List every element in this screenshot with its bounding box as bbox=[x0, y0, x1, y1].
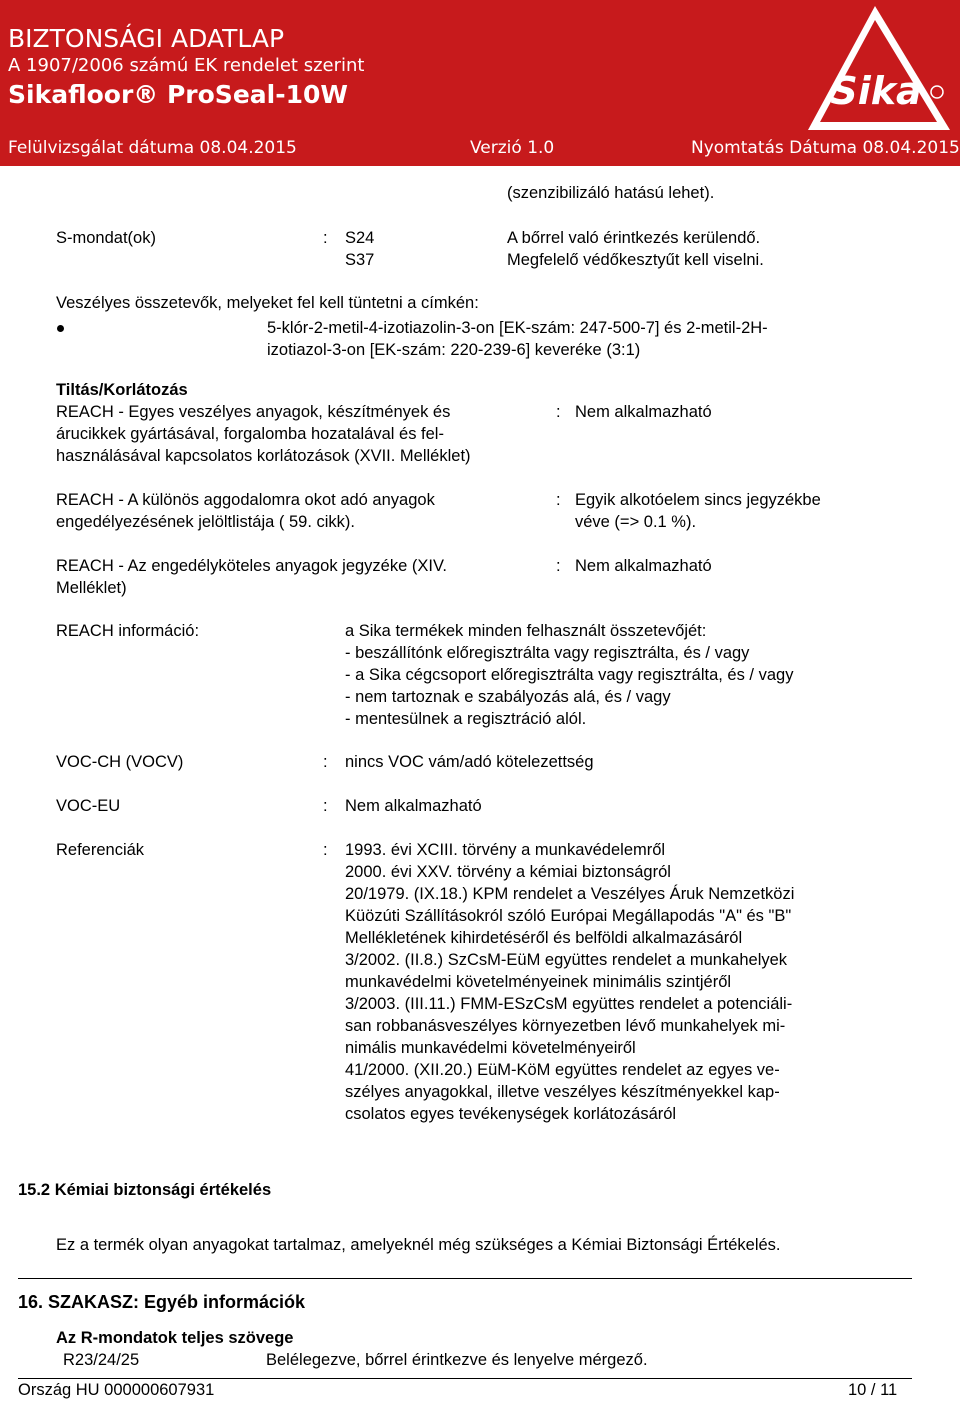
reach2-value: véve (=> 0.1 %). bbox=[575, 513, 697, 531]
voc-ch-value: nincs VOC vám/adó kötelezettség bbox=[345, 753, 594, 771]
voc-eu-label: VOC-EU bbox=[56, 797, 121, 815]
r-phrases-heading: Az R-mondatok teljes szövege bbox=[56, 1329, 294, 1347]
bullet-icon bbox=[57, 325, 64, 332]
reach-info-label: REACH információ: bbox=[56, 622, 200, 640]
reference-line: 3/2003. (III.11.) FMM-ESzCsM együttes rendelet a potenciáli- bbox=[345, 995, 793, 1013]
reference-line: csolatos egyes tevékenységek korlátozásáról bbox=[345, 1105, 677, 1123]
hazard-item-line: 5-klór-2-metil-4-izotiazolin-3-on [EK-szám: 247-500-7] és 2-metil-2H- bbox=[267, 319, 768, 337]
footer-divider bbox=[18, 1378, 912, 1379]
reach3-line: Melléklet) bbox=[56, 579, 127, 597]
reach1-line: árucikkek gyártásával, forgalomba hozatalával és fel- bbox=[56, 425, 444, 443]
footer-country: Ország HU 000000607931 bbox=[18, 1381, 215, 1399]
reach2-line: engedélyezésének jelöltlistája ( 59. cikk). bbox=[56, 513, 355, 531]
revision-date: Felülvizsgálat dátuma 08.04.2015 bbox=[8, 138, 297, 158]
version: Verzió 1.0 bbox=[470, 138, 555, 158]
reference-line: 1993. évi XCIII. törvény a munkavédelemről bbox=[345, 841, 666, 859]
section-divider bbox=[18, 1278, 912, 1279]
voc-eu-value: Nem alkalmazható bbox=[345, 797, 482, 815]
r-text: Belélegezve, bőrrel érintkezve és lenyelve mérgező. bbox=[266, 1351, 648, 1369]
continuation-text: (szenzibilizáló hatású lehet). bbox=[507, 184, 715, 202]
s-text: A bőrrel való érintkezés kerülendő. bbox=[507, 229, 761, 247]
colon: : bbox=[556, 491, 561, 509]
colon: : bbox=[323, 841, 328, 859]
colon: : bbox=[323, 229, 328, 247]
reach-info-line: - mentesülnek a regisztráció alól. bbox=[345, 710, 587, 728]
reach2-line: REACH - A különös aggodalomra okot adó anyagok bbox=[56, 491, 435, 509]
reference-line: 3/2002. (II.8.) SzCsM-EüM együttes rendelet a munkahelyek bbox=[345, 951, 788, 969]
reference-line: 41/2000. (XII.20.) EüM-KöM együttes rendelet az egyes ve- bbox=[345, 1061, 780, 1079]
reach1-line: használásával kapcsolatos korlátozások (XVII. Melléklet) bbox=[56, 447, 471, 465]
references-label: Referenciák bbox=[56, 841, 145, 859]
regulation-subtitle: A 1907/2006 számú EK rendelet szerint bbox=[8, 55, 365, 76]
reach1-line: REACH - Egyes veszélyes anyagok, készítmények és bbox=[56, 403, 451, 421]
colon: : bbox=[323, 797, 328, 815]
header-banner bbox=[0, 0, 960, 166]
reach3-value: Nem alkalmazható bbox=[575, 557, 712, 575]
s-code: S24 bbox=[345, 229, 375, 247]
section-15-2-title: 15.2 Kémiai biztonsági értékelés bbox=[18, 1181, 272, 1199]
restrictions-heading: Tiltás/Korlátozás bbox=[56, 381, 188, 399]
colon: : bbox=[323, 753, 328, 771]
svg-text:Sika: Sika bbox=[830, 69, 922, 113]
section-16-title: 16. SZAKASZ: Egyéb információk bbox=[18, 1292, 306, 1312]
reach1-value: Nem alkalmazható bbox=[575, 403, 712, 421]
reference-line: munkavédelmi követelményeinek minimális szintjéről bbox=[345, 973, 732, 991]
print-date: Nyomtatás Dátuma 08.04.2015 bbox=[691, 138, 960, 158]
hazard-item-line: izotiazol-3-on [EK-szám: 220-239-6] keveréke (3:1) bbox=[267, 341, 641, 359]
reach-info-line: - a Sika cégcsoport előregisztrálta vagy regisztrálta, és / vagy bbox=[345, 666, 794, 684]
reference-line: szélyes anyagokkal, illetve veszélyes készítményekkel kap- bbox=[345, 1083, 780, 1101]
section-15-2-text: Ez a termék olyan anyagokat tartalmaz, amelyeknél még szükséges a Kémiai Biztonsági Értékelés. bbox=[56, 1236, 781, 1254]
colon: : bbox=[556, 557, 561, 575]
footer-page-number: 10 / 11 bbox=[848, 1381, 898, 1399]
reach-info-line: - nem tartoznak e szabályozás alá, és / vagy bbox=[345, 688, 671, 706]
reference-line: 20/1979. (IX.18.) KPM rendelet a Veszélyes Áruk Nemzetközi bbox=[345, 885, 795, 903]
reference-line: 2000. évi XXV. törvény a kémiai biztonságról bbox=[345, 863, 671, 881]
sika-logo bbox=[800, 0, 960, 138]
r-code: R23/24/25 bbox=[63, 1351, 140, 1369]
reference-line: Küözúti Szállításokról szóló Európai Megállapodás "A" és "B" bbox=[345, 907, 792, 925]
document-title: BIZTONSÁGI ADATLAP bbox=[8, 24, 285, 53]
product-name: Sikafloor® ProSeal-10W bbox=[8, 80, 348, 109]
reference-line: san robbanásveszélyes környezetben lévő munkahelyek mi- bbox=[345, 1017, 786, 1035]
reference-line: nimális munkavédelmi követelményeiről bbox=[345, 1039, 636, 1057]
reach-info-line: a Sika termékek minden felhasznált összetevőjét: bbox=[345, 622, 707, 640]
hazard-heading: Veszélyes összetevők, melyeket fel kell tüntetni a címkén: bbox=[56, 294, 479, 312]
s-code: S37 bbox=[345, 251, 375, 269]
s-text: Megfelelő védőkesztyűt kell viselni. bbox=[507, 251, 764, 269]
reach-info-line: - beszállítónk előregisztrálta vagy regisztrálta, és / vagy bbox=[345, 644, 750, 662]
voc-ch-label: VOC-CH (VOCV) bbox=[56, 753, 184, 771]
colon: : bbox=[556, 403, 561, 421]
reach3-line: REACH - Az engedélyköteles anyagok jegyzéke (XIV. bbox=[56, 557, 448, 575]
reference-line: Mellékletének kihirdetéséről és belföldi alkalmazásáról bbox=[345, 929, 743, 947]
reach2-value: Egyik alkotóelem sincs jegyzékbe bbox=[575, 491, 821, 509]
s-phrases-label: S-mondat(ok) bbox=[56, 229, 156, 247]
